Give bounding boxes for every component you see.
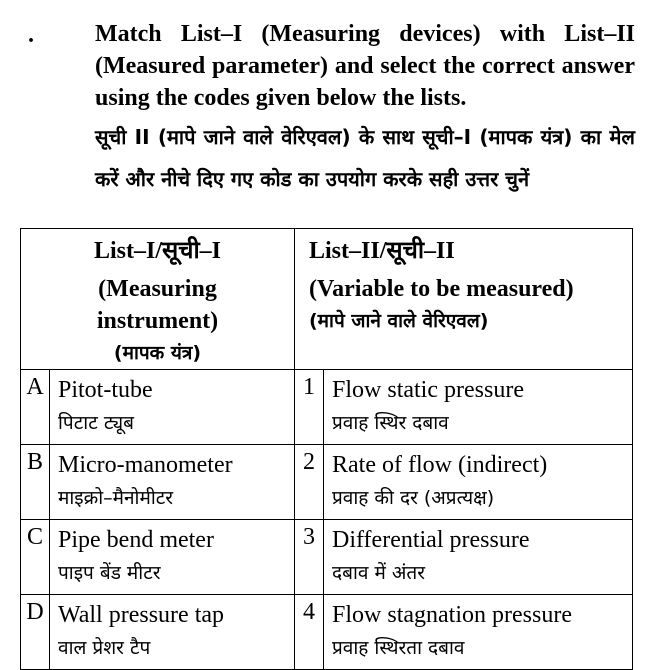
- question-block: [95, 18, 635, 200]
- list1-item: [50, 445, 295, 520]
- table-row: [21, 595, 633, 670]
- question-text-hindi: सूची II (मापे जाने वाले वेरिएवल) के साथ सूची–I (मापक यंत्र) का मेल करें और नीचे दिए गए कोड का उपयोग करके सही उत्तर चुनें: [95, 125, 635, 191]
- list2-item: [324, 445, 633, 520]
- list1-item-en: Micro-manometer: [58, 452, 233, 478]
- list1-item: [50, 595, 295, 670]
- list2-item-hi: प्रवाह की दर (अप्रत्यक्ष): [332, 487, 495, 509]
- list2-key: 3: [295, 520, 324, 595]
- list2-header: [295, 229, 633, 370]
- list1-item-hi: माइक्रो–मैनोमीटर: [58, 487, 174, 509]
- list1-header: [21, 229, 295, 370]
- list2-item: [324, 595, 633, 670]
- header-row: [21, 229, 633, 370]
- list1-title: List–I/सूची–I: [93, 238, 222, 264]
- list2-title: List–II/सूची–II: [309, 238, 455, 264]
- list1-subtitle-en: (Measuring instrument): [96, 276, 219, 334]
- list1-item-en: Pitot-tube: [58, 377, 153, 403]
- list1-item-hi: पिटाट ट्यूब: [58, 412, 134, 434]
- list2-item-en: Flow static pressure: [332, 377, 524, 403]
- list2-item-hi: प्रवाह स्थिरता दबाव: [332, 637, 465, 659]
- list1-item: [50, 370, 295, 445]
- list1-subtitle-hi: (मापक यंत्र): [113, 342, 202, 364]
- list1-item-en: Pipe bend meter: [58, 527, 214, 553]
- table-row: [21, 445, 633, 520]
- table-row: [21, 370, 633, 445]
- list1-item-hi: पाइप बेंड मीटर: [58, 562, 161, 584]
- list2-key: 2: [295, 445, 324, 520]
- match-table: [20, 228, 633, 670]
- list1-key: B: [21, 445, 50, 520]
- list1-item-hi: वाल प्रेशर टैप: [58, 637, 151, 659]
- list2-item-hi: दबाव में अंतर: [332, 562, 425, 584]
- question-number: .: [28, 22, 34, 48]
- list2-item-en: Rate of flow (indirect): [332, 452, 548, 478]
- list2-key: 1: [295, 370, 324, 445]
- list2-subtitle-en: (Variable to be measured): [309, 276, 574, 302]
- table-row: [21, 520, 633, 595]
- list1-item: [50, 520, 295, 595]
- list1-key: C: [21, 520, 50, 595]
- question-text-english: Match List–I (Measuring devices) with List–II (Measured parameter) and select the correct answer using the codes given below the lists.: [95, 21, 635, 111]
- list2-item-en: Differential pressure: [332, 527, 530, 553]
- list2-subtitle-hi: (मापे जाने वाले वेरिएवल): [309, 310, 489, 332]
- list1-key: A: [21, 370, 50, 445]
- list2-key: 4: [295, 595, 324, 670]
- list1-item-en: Wall pressure tap: [58, 602, 225, 628]
- list2-item: [324, 520, 633, 595]
- list2-item-en: Flow stagnation pressure: [332, 602, 572, 628]
- list2-item: [324, 370, 633, 445]
- list1-key: D: [21, 595, 50, 670]
- list2-item-hi: प्रवाह स्थिर दबाव: [332, 412, 449, 434]
